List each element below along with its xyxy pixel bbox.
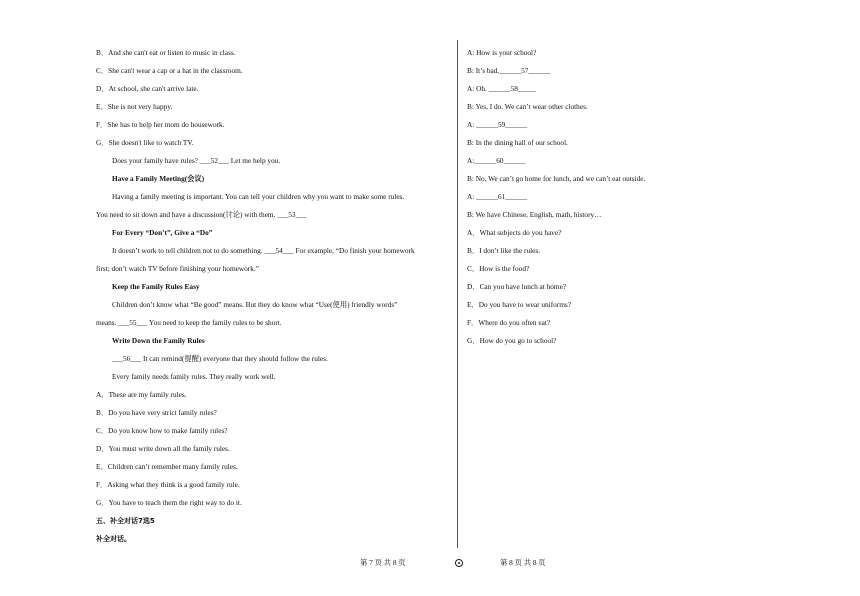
- right-text-line: C．How is the food?: [467, 264, 530, 273]
- right-text-line: B: It’s bad.______57______: [467, 66, 551, 75]
- left-text-line: A．These are my family rules.: [96, 390, 187, 399]
- page-center-mark-icon: [455, 559, 463, 567]
- left-text-line: Every family needs family rules. They really work well.: [112, 372, 276, 381]
- left-page-number: 第 7 页 共 8 页: [360, 558, 406, 567]
- right-text-line: A: ______61______: [467, 192, 528, 201]
- column-divider: [457, 40, 458, 548]
- right-page-number: 第 8 页 共 8 页: [500, 558, 546, 567]
- left-text-line: You need to sit down and have a discussion(讨论) with them. ___53___: [96, 210, 307, 219]
- right-text-line: B: We have Chinese, English, math, history…: [467, 210, 602, 219]
- left-text-line: ___56___ It can remind(提醒) everyone that they should follow the rules.: [112, 354, 328, 363]
- left-text-line: E．She is not very happy.: [96, 102, 173, 111]
- left-text-line: means. ___55___ You need to keep the family rules to be short.: [96, 318, 282, 327]
- left-text-line: Keep the Family Rules Easy: [112, 282, 200, 291]
- left-text-line: 补全对话。: [96, 535, 131, 543]
- left-text-line: Have a Family Meeting(会议): [112, 174, 205, 183]
- right-text-line: B: In the dining hall of our school.: [467, 138, 568, 147]
- right-text-line: A:______60______: [467, 156, 526, 165]
- left-text-line: B．And she can't eat or listen to music in class.: [96, 48, 236, 57]
- left-text-line: F．Asking what they think is a good family rule.: [96, 480, 240, 489]
- left-text-line: For Every “Don’t”, Give a “Do”: [112, 228, 213, 237]
- right-text-line: A．What subjects do you have?: [467, 228, 562, 237]
- left-text-line: Children don’t know what “Be good” means. But they do know what “Use(使用) friendly words”: [112, 300, 398, 309]
- left-text-line: B．Do you have very strict family rules?: [96, 408, 217, 417]
- right-text-line: A: Oh. ______58_____: [467, 84, 537, 93]
- right-text-line: F．Where do you often eat?: [467, 318, 551, 327]
- right-text-line: D．Can you have lunch at home?: [467, 282, 567, 291]
- left-text-line: 五、补全对话7选5: [96, 517, 155, 525]
- left-text-line: C．Do you know how to make family rules?: [96, 426, 228, 435]
- right-text-line: E．Do you have to wear uniforms?: [467, 300, 571, 309]
- right-text-line: B: No, We can’t go home for lunch, and we can’t eat outside.: [467, 174, 646, 183]
- right-page-column: [467, 44, 787, 350]
- left-text-line: It doesn’t work to tell children not to do something. ___54___ For example, “Do finish your homework: [112, 246, 415, 255]
- right-text-line: B: Yes, I do. We can’t wear other clothes.: [467, 102, 588, 111]
- left-text-line: D．At school, she can't arrive late.: [96, 84, 199, 93]
- right-text-line: A: ______59______: [467, 120, 528, 129]
- left-text-line: E．Children can’t remember many family rules.: [96, 462, 238, 471]
- right-text-line: B．I don’t like the rules.: [467, 246, 541, 255]
- left-text-line: D．You must write down all the family rules.: [96, 444, 230, 453]
- right-text-line: A: How is your school?: [467, 48, 537, 57]
- left-text-line: Having a family meeting is important. You can tell your children why you want to make some rules.: [112, 192, 405, 201]
- left-text-line: F．She has to help her mom do housework.: [96, 120, 225, 129]
- left-text-line: G．She doesn't like to watch TV.: [96, 138, 194, 147]
- left-page-column: [96, 44, 450, 548]
- left-text-line: Write Down the Family Rules: [112, 336, 205, 345]
- right-text-line: G．How do you go to school?: [467, 336, 557, 345]
- left-text-line: Does your family have rules? ___52___ Let me help you.: [112, 156, 281, 165]
- left-text-line: first; don’t watch TV before finishing your homework.”: [96, 264, 259, 273]
- left-text-line: G．You have to teach them the right way to do it.: [96, 498, 242, 507]
- left-text-line: C．She can't wear a cap or a hat in the classroom.: [96, 66, 243, 75]
